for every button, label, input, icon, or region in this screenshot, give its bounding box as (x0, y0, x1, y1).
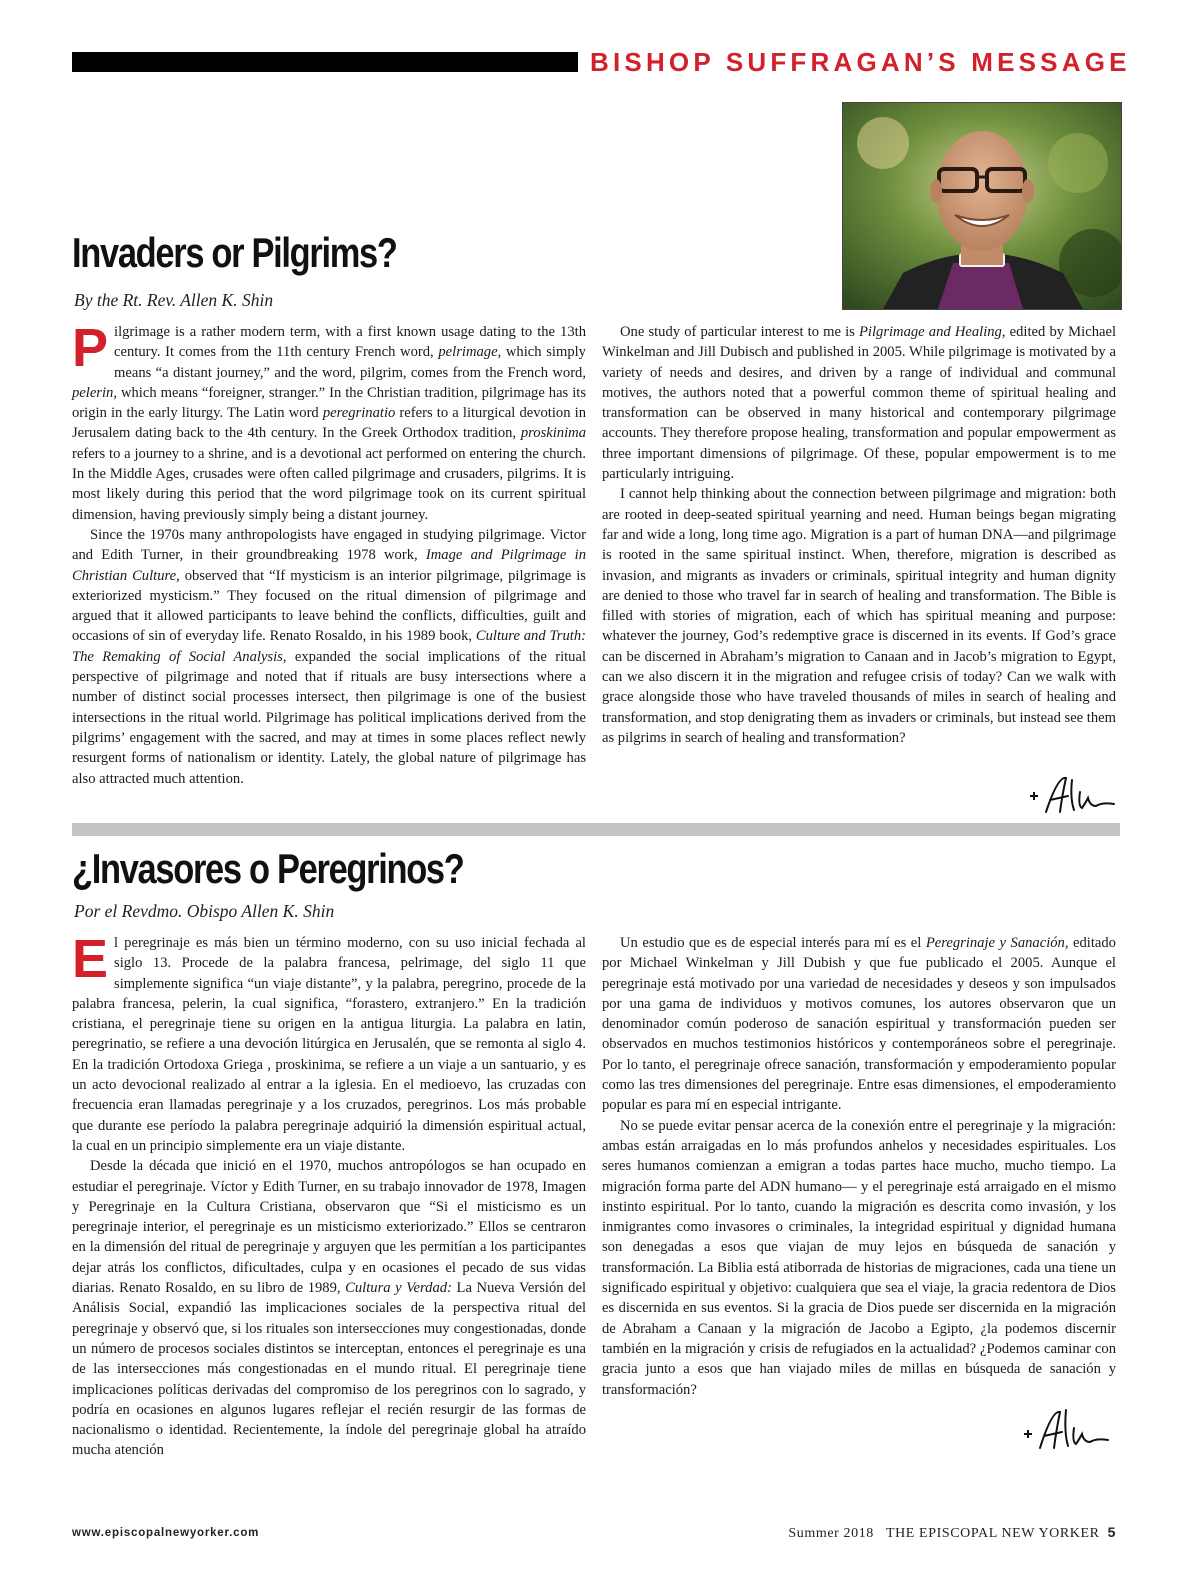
footer-issue-info (788, 1524, 1116, 1542)
section-divider (72, 823, 1120, 836)
english-paragraph-1: Pilgrimage is a rather modern term, with a first known usage dating to the 13th century. It comes from the 11th century French word, pelrimage, which simply means “a distant journey,” and the word, pilgrim, comes from the French word, pelerin, which means “foreigner, stranger.” In the Christian tradition, pilgrimage has its origin in the early liturgy. The Latin word peregrinatio refers to a liturgical devotion in Jerusalem dating back to the 4th century. In the Greek Orthodox tradition, proskinima refers to a journey to a shrine, and is a devotional act performed on entering the church. In the Middle Ages, crusades were often called pilgrimage and crusaders, pilgrims. It is most likely during this period that the word pilgrimage took on its current spiritual dimension, having previously simply being a distant journey. (72, 318, 586, 523)
spanish-paragraph-4: No se puede evitar pensar acerca de la conexión entre el peregrinaje y la migración: ambas están arraigadas en lo más profundos anhelos y necesidades espirituales. Los seres humanos comienzan a emigran a todas partes hace mucho, mucho tiempo. La migración forma parte del ADN humano— y el peregrinaje está arraigado en el mismo instinto espiritual. Por lo tanto, cuando la migración es descrita como invasión, y los inmigrantes como invasores o criminales, la integridad espiritual y dignidad humana son denegadas a esos que viajan de muy lejos en búsqueda de sanación y transformación. La Biblia está atiborrada de historias de migraciones, cada una tiene un significado espiritual y objetivo: cualquiera que sea el viaje, la gracia redentora de Dios es discernida en sus eventos. Si la gracia de Dios puede ser discernida en la migración de Abraham a Canaan y la migración de Jacobo a Egipto, ¿la podemos discernir también en la migración y crisis de refugiados en la actualidad? ¿Podemos caminar con gracia junto a esos que han viajado miles de millas en búsqueda de sanación y transformación? (602, 1117, 1116, 1398)
drop-cap: P (72, 318, 109, 378)
signature-english (1022, 772, 1118, 818)
spanish-paragraph-1: El peregrinaje es más bien un término moderno, con su uso inicial fechada al siglo 13. Procede de la palabra francesa, pelrimage, del siglo 11 que simplemente significa “un viaje distante”, y la palabra, peregrino, procede de la palabra francesa, pelerin, la cual significa, “forastero, extranjero.” En la tradición cristiana, el peregrinaje tiene su origen en la antigua liturgia. La palabra en latin, peregrinatio, se refiere a una devoción litúrgica en Jerusalén, que se remonta al siglo 4. En la tradición Ortodoxa Griega , proskinima, se refiere a un viaje a un santuario, y es un acto devocional realizado al entrar a la iglesia. En el medioevo, las cruzadas con frecuencia eran llamadas peregrinaje y a los cruzados, peregrinos. Los más probable que durante ese período la palabra peregrinaje adquirió la dimensión espiritual actual, la cual en un principio simplemente era un viaje distante. (72, 929, 586, 1154)
footer-issue: Summer 2018 THE EPISCOPAL NEW YORKER (788, 1526, 1100, 1541)
english-left-column (72, 318, 587, 789)
spanish-paragraph-3: Un estudio que es de especial interés para mí es el Peregrinaje y Sanación, editado por Michael Winkelman y Jill Dubish y que fue publicado el 2005. Aunque el peregrinaje está motivado por una variedad de necesidades y deseos y son impulsados por una gama de individuos y motivos comunes, los autores observaron que un denominador común poderoso de sanación espiritual y transformación pueden ser observados en muchos testimonios históricos y contemporáneos sobre el peregrinaje. Por lo tanto, el peregrinaje ofrece sanación, transformación y empoderamiento popular como las tres dimensiones del peregrinaje. Entre esas dimensiones, el empoderamiento popular es para mí en especial intrigante. (602, 935, 1116, 1114)
signature-spanish (1016, 1404, 1112, 1454)
article-title-spanish: ¿Invasores o Peregrinos? (72, 845, 464, 892)
english-right-column (602, 322, 1116, 748)
section-label: BISHOP SUFFRAGAN’S MESSAGE (590, 47, 1131, 77)
spanish-paragraph-2: Desde la década que inició en el 1970, muchos antropólogos se han ocupado en estudiar el peregrinaje. Víctor y Edith Turner, en su trabajo innovador de 1978, Imagen y Peregrinaje en la Cultura Cristiana, observaron que “Si el misticismo es un peregrinaje interior, el peregrinaje es un misticismo exteriorizado.” Ellos se centraron en la dimensión del ritual de peregrinaje y arguyen que les permitían a los participantes dejar atrás los conflictos, dificultades, culpa y en ocasiones el pecado de sus vidas diarias. Renato Rosaldo, en su libro de 1989, Cultura y Verdad: La Nueva Versión del Análisis Social, expandió las implicaciones sociales de la perspectiva ritual del peregrinaje y observó que, si los rituales son intersecciones muy congestionadas, donde un número de procesos sociales distintos se interceptan, entonces el peregrinaje es una de las intersecciones más congestionadas en el mundo ritual. El peregrinaje tiene implicaciones políticas derivadas del compromiso de los peregrinos con lo sagrado, y podría en ocasiones en algunos lugares reflejar el recién resurgir de las formas de nacionalismo o identidad. Recientemente, la índole del peregrinaje global ha atraído mucha atención (72, 1158, 586, 1459)
english-paragraph-2: Since the 1970s many anthropologists have engaged in studying pilgrimage. Victor and Edith Turner, in their groundbreaking 1978 work, Image and Pilgrimage in Christian Culture, observed that “If mysticism is an interior pilgrimage, pilgrimage is exteriorized mysticism.” They focused on the ritual dimension of pilgrimage and argued that it allowed participants to leave behind the conflicts, difficulties, guilt and occasions of sin of everyday life. Renato Rosaldo, in his 1989 book, Culture and Truth: The Remaking of Social Analysis, expanded the social implications of the ritual perspective of pilgrimage and noted that if rituals are busy intersections where a number of distinct social processes intersect, then pilgrimage is one of the busiest intersections in the ritual world. Pilgrimage has political implications derived from the pilgrims’ engagement with the sacred, and may at times in some places reflect newly resurgent forms of nationalism or identity. Lately, the global nature of pilgrimage has also attracted much attention. (72, 526, 587, 787)
drop-cap: E (72, 929, 109, 989)
article-title-english: Invaders or Pilgrims? (72, 229, 397, 276)
footer-website-url[interactable]: www.episcopalnewyorker.com (72, 1527, 260, 1539)
bishop-portrait-photo (842, 102, 1122, 310)
portrait-illustration (843, 103, 1121, 309)
spanish-left-column (72, 929, 586, 1461)
byline-spanish: Por el Revdmo. Obispo Allen K. Shin (74, 901, 335, 921)
page-number: 5 (1107, 1524, 1116, 1540)
header-black-bar (72, 52, 578, 72)
english-paragraph-3: One study of particular interest to me is Pilgrimage and Healing, edited by Michael Winkelman and Jill Dubisch and published in 2005. While pilgrimage is motivated by a variety of needs and desires, and driven by a range of individual and communal motives, the authors noted that a powerful common theme of spiritual healing and transformation can be observed in many historical and contemporary pilgrimage accounts. They therefore propose healing, transformation and popular empowerment as three important dimensions of pilgrimage. Of these, popular empowerment is to me particularly intriguing. (602, 324, 1116, 483)
english-paragraph-4: I cannot help thinking about the connection between pilgrimage and migration: both are rooted in deep-seated spiritual yearning and need. Human beings began migrating far and wide a long, long time ago. Migration is a part of human DNA—and pilgrimage is rooted in the same spiritual instinct. When, therefore, migration is described as invasion, and migrants as invaders or criminals, spiritual integrity and human dignity are denied to those who travel far in search of healing and transformation. The Bible is filled with stories of migration, each of which has spiritual meaning and purpose: whatever the journey, God’s redemptive grace is discerned in its events. If God’s grace can be discerned in Abraham’s migration to Canaan and in Jacob’s migration to Egypt, can we also discern it in the migration and refugee crisis of today? Can we walk with grace alongside those who have traveled thousands of miles in search of healing and transformation, and stop denigrating them as invaders or criminals, but instead see them as pilgrims in search of healing and transformation? (602, 486, 1116, 746)
byline-english: By the Rt. Rev. Allen K. Shin (74, 290, 274, 310)
spanish-right-column (602, 933, 1116, 1400)
